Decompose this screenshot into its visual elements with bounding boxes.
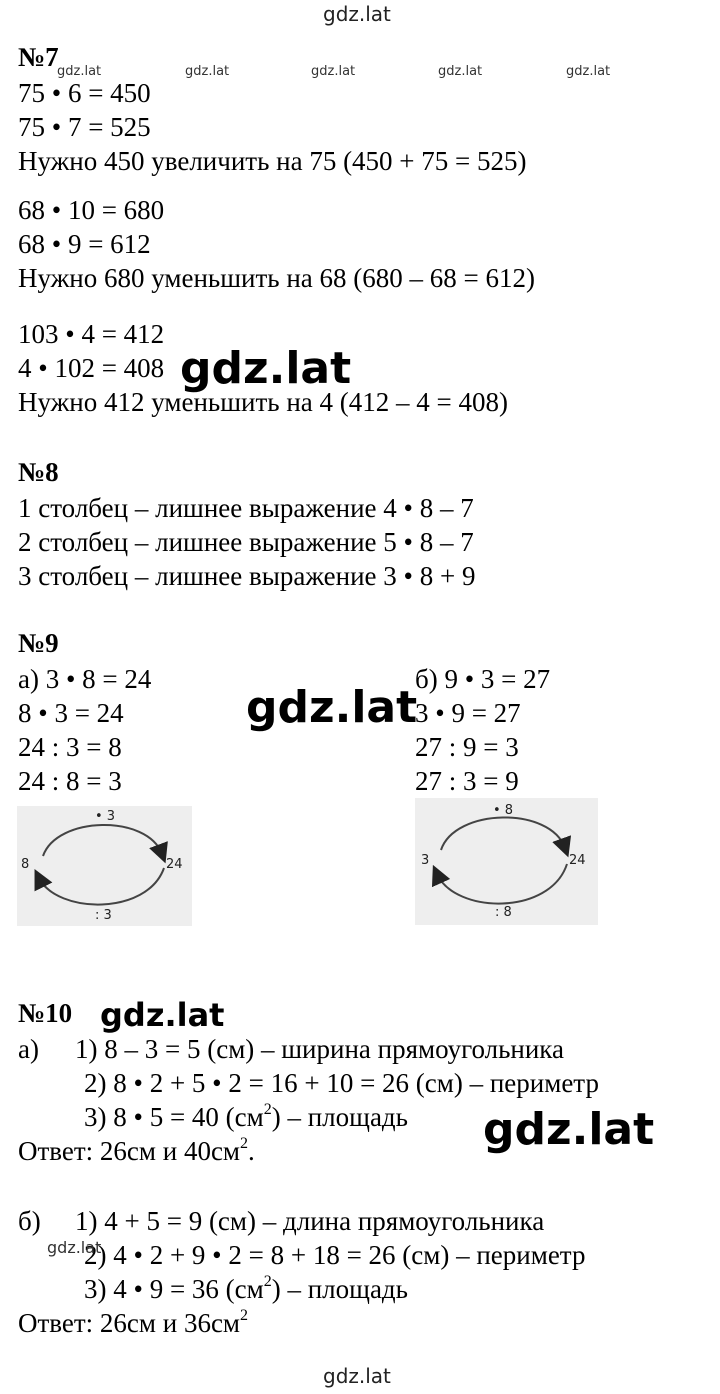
task-7-title: №7 (18, 42, 59, 72)
diagram-left-label: 3 (421, 853, 430, 868)
watermark-bottom: gdz.lat (323, 1364, 391, 1388)
task-9-right-line: 27 : 3 = 9 (415, 766, 519, 796)
task-8-line: 1 столбец – лишнее выражение 4 • 8 – 7 (18, 493, 474, 523)
diagram-top-label: • 8 (493, 803, 514, 818)
task-7-line: Нужно 450 увеличить на 75 (450 + 75 = 525) (18, 146, 527, 176)
task-7-line: 75 • 7 = 525 (18, 112, 151, 142)
task-9-left-line: 24 : 8 = 3 (18, 766, 122, 796)
watermark-large: gdz.lat (483, 1104, 655, 1155)
watermark-large: gdz.lat (100, 996, 225, 1034)
watermark-small: gdz.lat (311, 64, 356, 79)
arrow-backward (437, 864, 567, 904)
task-7-line: Нужно 680 уменьшить на 68 (680 – 68 = 612) (18, 263, 535, 293)
task-10-title: №10 (18, 998, 73, 1028)
task-9-right-line: 3 • 9 = 27 (415, 698, 521, 728)
task-9-left-line: 8 • 3 = 24 (18, 698, 124, 728)
diagram-right-label: 24 (166, 857, 183, 872)
task-8-line: 3 столбец – лишнее выражение 3 • 8 + 9 (18, 561, 476, 591)
task-10b-label: б) (18, 1206, 41, 1236)
task-9-right-line: 27 : 9 = 3 (415, 732, 519, 762)
watermark-small: gdz.lat (57, 64, 102, 79)
task-10b-step: 2) 4 • 2 + 9 • 2 = 8 + 18 = 26 (см) – периметр (84, 1240, 586, 1270)
task-7-line: 75 • 6 = 450 (18, 78, 151, 108)
task-7-line: 68 • 9 = 612 (18, 229, 151, 259)
task-9-right-line: б) 9 • 3 = 27 (415, 664, 551, 694)
task-7-line: 103 • 4 = 412 (18, 319, 165, 349)
task-10b-step: 1) 4 + 5 = 9 (см) – длина прямоугольника (75, 1206, 545, 1236)
watermark-small: gdz.lat (438, 64, 483, 79)
diagram-right-label: 24 (569, 853, 586, 868)
watermark-small: gdz.lat (47, 1238, 102, 1257)
task-10a-label: а) (18, 1034, 39, 1064)
diagram-bottom-label: : 3 (95, 908, 112, 923)
task-10a-step: 2) 8 • 2 + 5 • 2 = 16 + 10 = 26 (см) – периметр (84, 1068, 599, 1098)
arrow-forward (441, 817, 565, 850)
task-9-left-line: 24 : 3 = 8 (18, 732, 122, 762)
diagram-top-label: • 3 (95, 809, 116, 824)
diagram-bottom-label: : 8 (495, 905, 512, 920)
task-7-line: 68 • 10 = 680 (18, 195, 165, 225)
task-9-title: №9 (18, 628, 59, 658)
watermark-top: gdz.lat (323, 2, 391, 26)
watermark-small: gdz.lat (566, 64, 611, 79)
task-10b-step: 3) 4 • 9 = 36 $(см^2)$ – площадь (84, 1273, 408, 1304)
task-10a-step: 1) 8 – 3 = 5 (см) – ширина прямоугольника (75, 1034, 564, 1064)
arrow-backward (39, 868, 164, 905)
watermark-large: gdz.lat (246, 682, 418, 733)
task-10a-step: 3) 8 • 5 = 40 $(см^2)$ – площадь (84, 1101, 408, 1132)
diagram-left-label: 8 (21, 857, 30, 872)
cycle-diagram-b (415, 798, 598, 925)
cycle-diagram-a (17, 806, 192, 926)
task-7-line: 4 • 102 = 408 (18, 353, 165, 383)
watermark-small: gdz.lat (185, 64, 230, 79)
task-8-line: 2 столбец – лишнее выражение 5 • 8 – 7 (18, 527, 474, 557)
task-9-left-line: а) 3 • 8 = 24 (18, 664, 152, 694)
task-8-title: №8 (18, 457, 59, 487)
task-10b-answer: Ответ: 26см и $36см^2$ (18, 1307, 249, 1338)
arrow-forward (43, 825, 162, 856)
task-10a-answer: Ответ: 26см и $40см^2$. (18, 1135, 255, 1166)
task-7-line: Нужно 412 уменьшить на 4 (412 – 4 = 408) (18, 387, 508, 417)
watermark-large: gdz.lat (180, 343, 352, 394)
